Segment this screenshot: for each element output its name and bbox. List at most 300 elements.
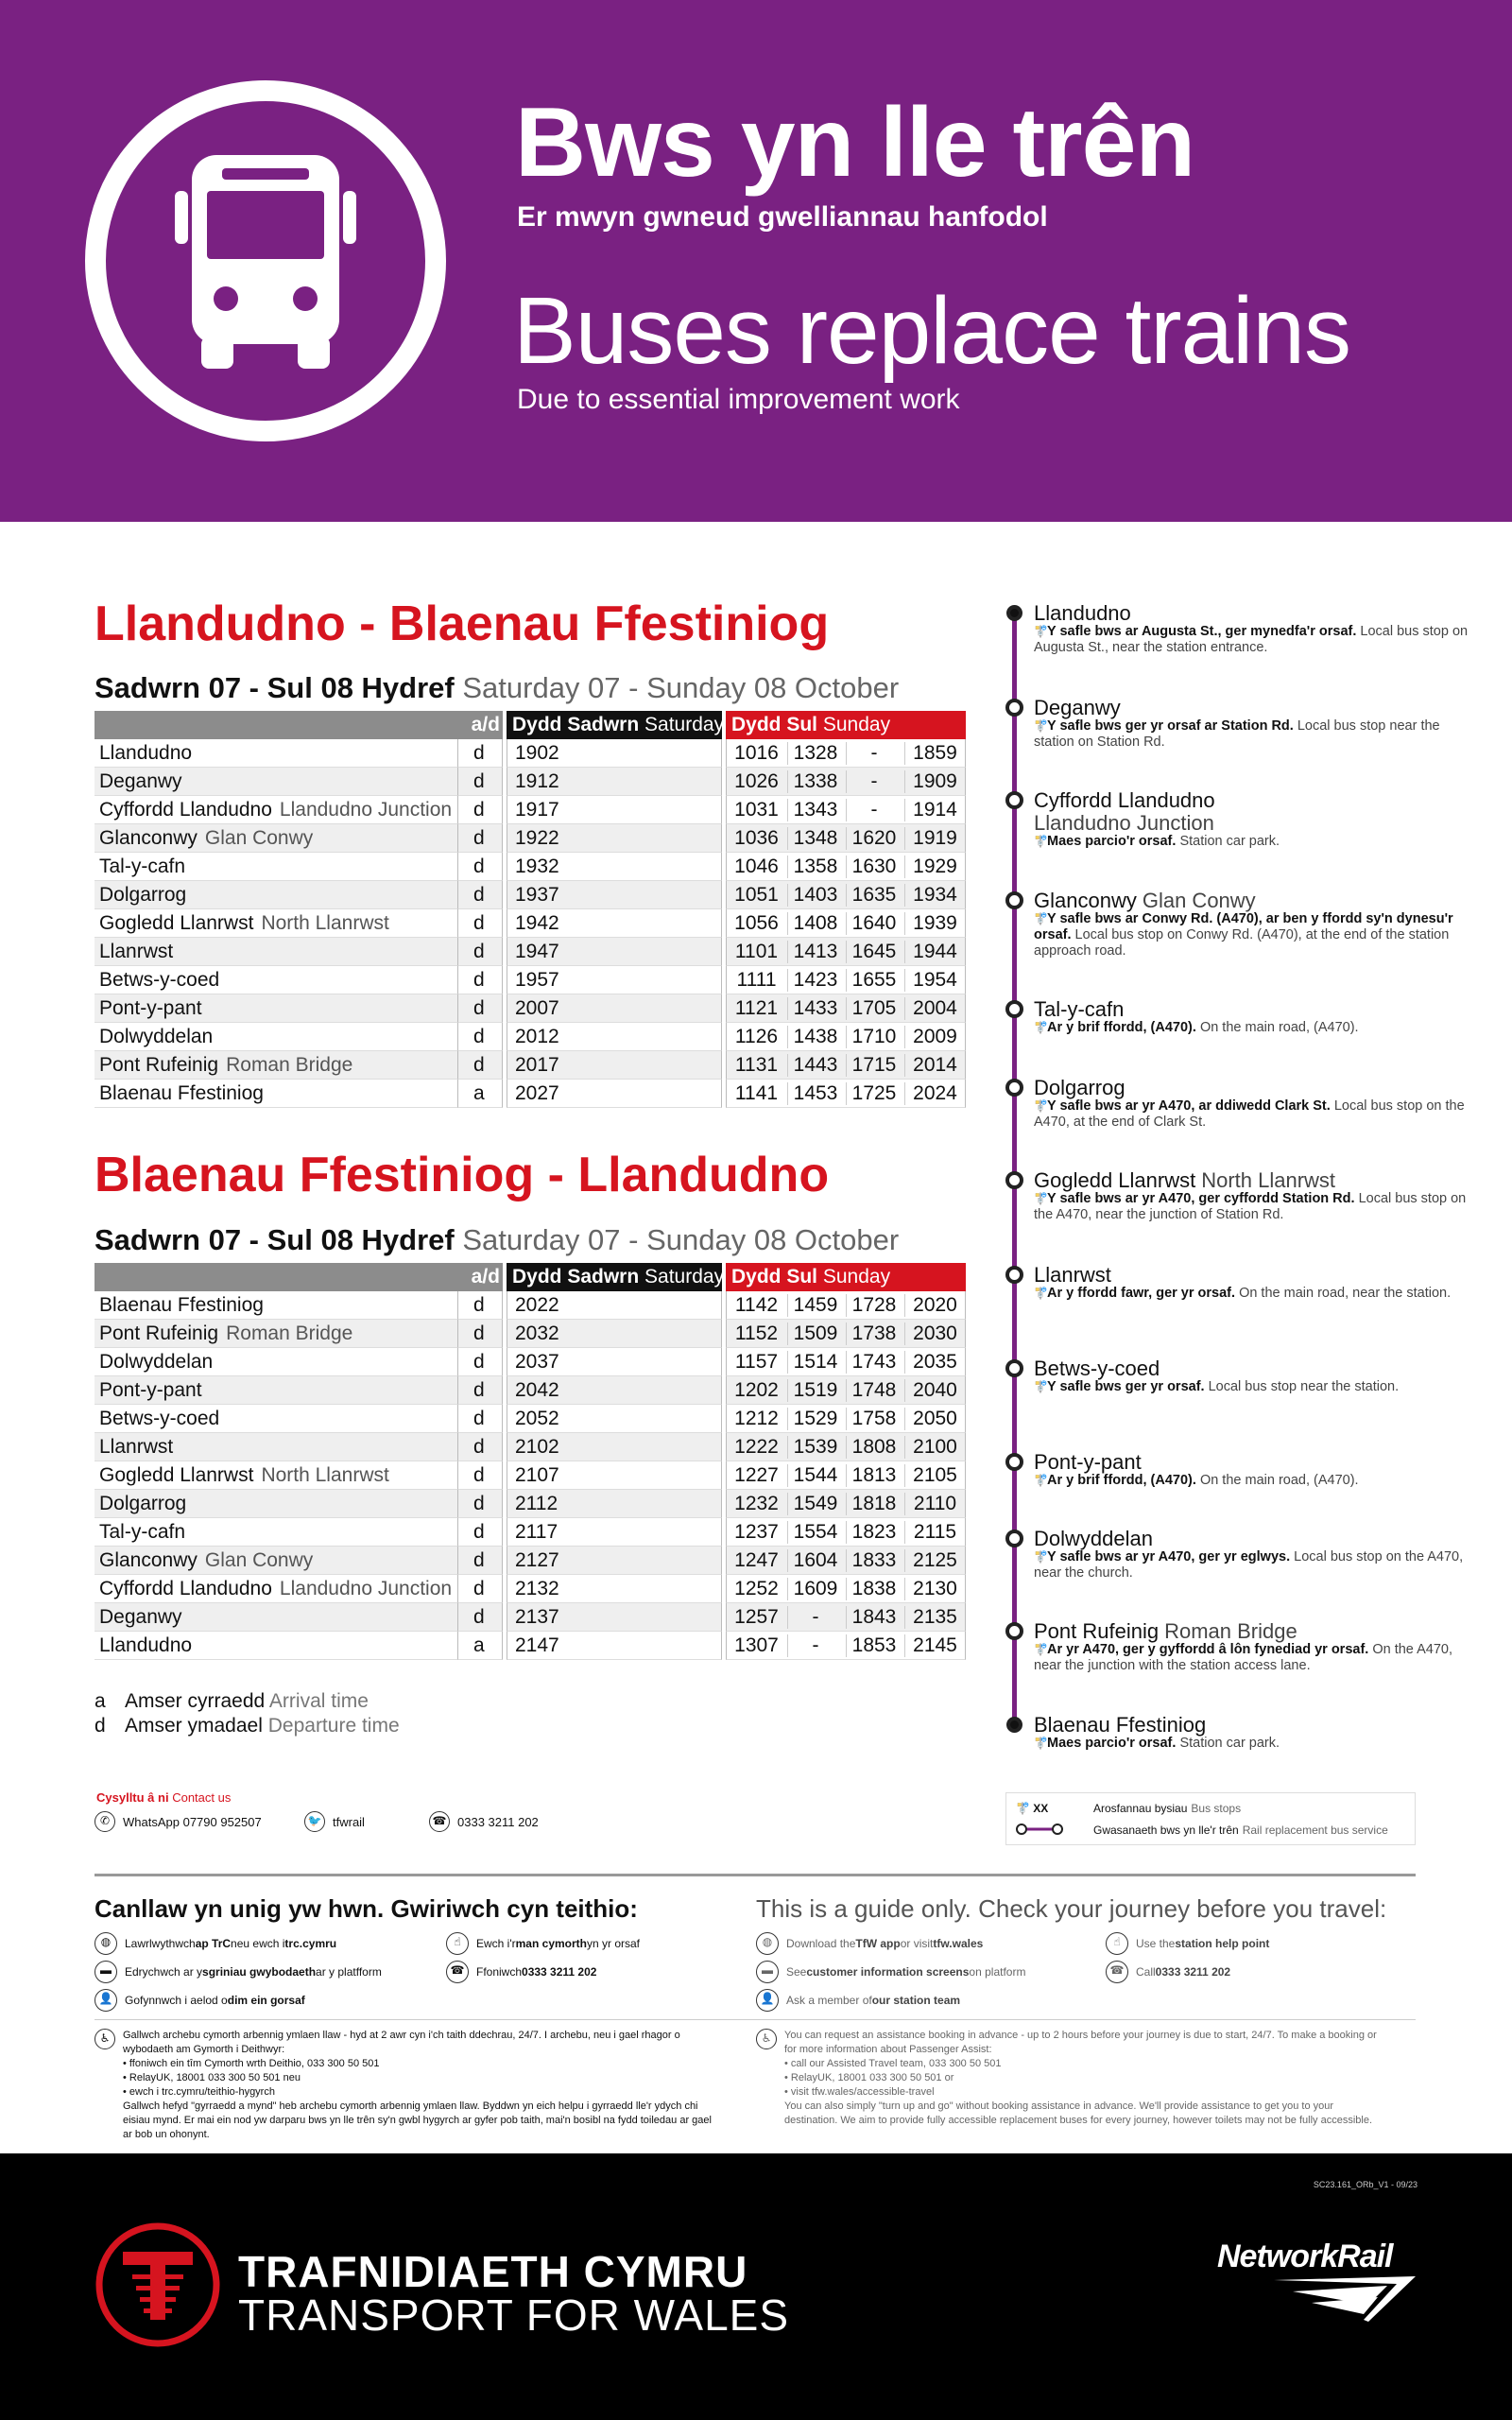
stop-marker (1005, 1266, 1023, 1284)
station-name-english: Glan Conwy (204, 827, 314, 849)
help-point-icon: ☝ (446, 1932, 469, 1955)
stop-description (1034, 1098, 1478, 1131)
sunday-time: 1141 (734, 1082, 779, 1104)
sunday-times (726, 1405, 966, 1433)
globe-icon: ◍ (94, 1932, 117, 1955)
guide-item (1106, 1961, 1230, 1983)
station-name: Pont Rufeinig (99, 1322, 219, 1344)
station-cell (94, 824, 457, 853)
guide-text-bold: station help point (1175, 1937, 1270, 1950)
station-name: Blaenau Ffestiniog (99, 1082, 264, 1104)
stop-description-english: Local bus stop near the station. (1208, 1379, 1400, 1394)
bus-stop-icon: 🚏 (1034, 1021, 1048, 1034)
timetable-header (94, 711, 966, 739)
bus-stop-icon: 🚏 (1034, 1737, 1048, 1750)
sunday-time: 1509 (787, 1322, 843, 1345)
guide-title-welsh: Canllaw yn unig yw hwn. Gwiriwch cyn teithio: (94, 1894, 638, 1923)
ad-cell: d (457, 1461, 503, 1490)
inbound-timetable (94, 1263, 966, 1660)
sunday-times (726, 1080, 966, 1108)
station-cell (94, 768, 457, 796)
sunday-time: 1705 (846, 997, 902, 1020)
stop-description-english: Local bus stop on the A470, at the end of Clark St. (1034, 1098, 1465, 1130)
guide-item (94, 1932, 336, 1955)
phone-icon: ☎ (1106, 1961, 1128, 1983)
table-row (94, 1376, 966, 1405)
sunday-times (726, 909, 966, 938)
sunday-time: 1453 (787, 1082, 843, 1105)
assistance-bullet: • call our Assisted Travel team, 033 300 50 501 (784, 2057, 1380, 2071)
assistance-welsh: ♿ Gallwch archebu cymorth arbennig ymlaen llaw - hyd at 2 awr cyn i'ch taith ddechrau, 24/7. I archebu, neu i gael rhagor o wybodaeth am Gymorth i Deithwyr: • ffoniwch ein tîm Cymorth wrth Deithio, 033 300 50 501 • RelayUK, 18001 033 300 50 501 neu • ewch i trc.cymru/teithio-hygyrch Gallwch hefyd "gyrraedd a mynd" heb archebu cymorth arbennig ymlaen llaw. Byddwn yn eich helpu i gyrraedd lle'r ydych chi eisiau mynd. Er mai ein nod yw darparu bws yn lle trên sy'n gwbl hygyrch ar gyfer pob taith, mai'n bosibl na fydd toiledau ar gael ar bob un ohonynt. (94, 2029, 718, 2142)
station-name: Glanconwy (99, 1549, 198, 1571)
bus-stop-icon: 🚏 (1034, 1474, 1048, 1487)
stop-description-welsh: Ar y brif ffordd, (A470). (1047, 1473, 1196, 1488)
stop-marker (1005, 1622, 1023, 1640)
sunday-time: 1929 (904, 856, 965, 878)
sunday-time: 1813 (846, 1464, 902, 1487)
ad-cell: d (457, 994, 503, 1023)
timetable-body (94, 1291, 966, 1660)
sunday-time: 1046 (734, 856, 779, 877)
inbound-date-welsh: Sadwrn 07 - Sul 08 Hydref (94, 1223, 455, 1256)
station-cell (94, 1632, 457, 1660)
table-row (94, 881, 966, 909)
ad-cell: d (457, 853, 503, 881)
guide-text-bold: trc.cymru (284, 1937, 337, 1950)
sunday-time: 1222 (734, 1436, 779, 1458)
sunday-time: 2024 (904, 1082, 965, 1105)
network-rail-logo (1217, 2238, 1418, 2324)
sunday-time: 1728 (846, 1294, 902, 1317)
guide-text-bold: man cymorth (515, 1937, 587, 1950)
guide-item (446, 1961, 596, 1983)
document-reference: SC23.161_ORb_V1 - 09/23 (1313, 2180, 1418, 2189)
stop-name (1034, 1619, 1297, 1644)
sunday-times (726, 768, 966, 796)
station-name: Blaenau Ffestiniog (99, 1294, 264, 1316)
map-key (1005, 1792, 1416, 1845)
stop-name-welsh: Dolgarrog (1034, 1076, 1125, 1099)
saturday-time: 2037 (507, 1348, 722, 1376)
stop-name (1034, 889, 1256, 913)
sunday-time: 1036 (734, 827, 779, 849)
bus-stop-icon: 🚏 (1034, 1192, 1048, 1205)
station-name: Gogledd Llanrwst (99, 1464, 254, 1486)
saturday-time: 1932 (507, 853, 722, 881)
station-name: Pont Rufeinig (99, 1054, 219, 1076)
sunday-time: 2050 (904, 1408, 965, 1430)
sunday-times (726, 994, 966, 1023)
station-cell (94, 881, 457, 909)
table-row (94, 1461, 966, 1490)
sunday-time: 1833 (846, 1549, 902, 1572)
ad-cell: d (457, 1603, 503, 1632)
twitter-icon: 🐦 (304, 1811, 325, 1832)
sunday-times (726, 1291, 966, 1320)
stop-name-english: Llandudno Junction (1034, 811, 1214, 835)
header-banner (0, 0, 1512, 522)
station-name: Llanrwst (99, 1436, 174, 1458)
station-name: Cyffordd Llandudno (99, 799, 272, 821)
ad-cell: d (457, 1433, 503, 1461)
sunday-time: 2040 (904, 1379, 965, 1402)
saturday-time: 1917 (507, 796, 722, 824)
table-row (94, 853, 966, 881)
stop-name (1034, 1450, 1142, 1475)
sunday-time: 1934 (904, 884, 965, 907)
station-name-english: Glan Conwy (204, 1549, 314, 1571)
table-row (94, 1023, 966, 1051)
table-row (94, 1080, 966, 1108)
title-english: Buses replace trains (513, 278, 1351, 384)
sunday-time: 2014 (904, 1054, 965, 1077)
guide-divider (94, 2019, 1416, 2020)
station-cell (94, 1080, 457, 1108)
ad-cell: d (457, 1547, 503, 1575)
stop-description (1034, 624, 1478, 656)
stop-description (1034, 1286, 1478, 1302)
station-cell (94, 938, 457, 966)
station-cell (94, 1603, 457, 1632)
ad-cell: d (457, 966, 503, 994)
table-row (94, 796, 966, 824)
saturday-time: 2012 (507, 1023, 722, 1051)
sunday-times (726, 824, 966, 853)
table-row (94, 1291, 966, 1320)
stop-name-english: North Llanrwst (1201, 1168, 1336, 1192)
contact-title: Cysylltu â ni Contact us (96, 1790, 232, 1805)
stop-marker (1005, 699, 1023, 717)
sunday-times (726, 1320, 966, 1348)
sunday-time: 1252 (734, 1578, 779, 1599)
station-name-english: Llandudno Junction (279, 1578, 453, 1599)
station-cell (94, 1023, 457, 1051)
sunday-time: 1408 (787, 912, 843, 935)
assistance-bullet: • visit tfw.wales/accessible-travel (784, 2085, 1380, 2100)
ad-cell: d (457, 1291, 503, 1320)
sunday-time: 1202 (734, 1379, 779, 1401)
stop-description-welsh: Maes parcio'r orsaf. (1047, 834, 1177, 849)
stop-description (1034, 911, 1478, 959)
station-cell (94, 909, 457, 938)
guide-text: or visit (900, 1937, 934, 1950)
stop-description-english: On the main road, near the station. (1239, 1286, 1452, 1301)
table-row (94, 768, 966, 796)
stop-description-english: Local bus stop on the A470, near the church. (1034, 1549, 1464, 1581)
guide-text: Ask a member of (786, 1994, 872, 2007)
tfw-name-english: TRANSPORT FOR WALES (238, 2290, 790, 2340)
sunday-time: 1237 (734, 1521, 779, 1543)
table-row (94, 1051, 966, 1080)
phone-contact[interactable]: ☎ 0333 3211 202 (429, 1809, 539, 1834)
stop-description-welsh: Maes parcio'r orsaf. (1047, 1736, 1177, 1751)
sunday-time: 1604 (787, 1549, 843, 1572)
table-row (94, 909, 966, 938)
station-name: Pont-y-pant (99, 997, 202, 1019)
sunday-time: 1056 (734, 912, 779, 934)
bus-stop-icon: 🚏 (1034, 625, 1048, 638)
stop-description-english: Station car park. (1179, 1736, 1280, 1751)
sunday-time: 1818 (846, 1493, 902, 1515)
guide-text-bold: 0333 3211 202 (522, 1965, 597, 1979)
stop-description (1034, 1379, 1478, 1395)
stop-description (1034, 1736, 1478, 1752)
bus-stop-icon: 🚏 (1034, 912, 1048, 925)
sunday-time: - (787, 1606, 843, 1629)
ad-cell: d (457, 1023, 503, 1051)
sunday-time: 1157 (734, 1351, 779, 1373)
section-divider (94, 1874, 1416, 1876)
sunday-times (726, 1348, 966, 1376)
sunday-time: 1544 (787, 1464, 843, 1487)
sunday-time: 1126 (734, 1026, 779, 1047)
guide-text-bold: customer information screens (806, 1965, 970, 1979)
stop-description-welsh: Y safle bws ar yr A470, ar ddiwedd Clark St. (1047, 1098, 1331, 1114)
stop-description-welsh: Ar y brif ffordd, (A470). (1047, 1020, 1196, 1035)
stop-description-english: Local bus stop on Conwy Rd. (A470), at the end of the station approach road. (1034, 927, 1450, 959)
sunday-times (726, 1376, 966, 1405)
station-name: Llanrwst (99, 941, 174, 962)
stop-name (1034, 601, 1131, 626)
guide-text: Edrychwch ar y (125, 1965, 203, 1979)
tfw-name-welsh: TRAFNIDIAETH CYMRU (238, 2247, 748, 2296)
stop-description (1034, 718, 1478, 751)
legend-departure: d Amser ymadael Departure time (94, 1715, 400, 1737)
assistance-bullet: • ewch i trc.cymru/teithio-hygyrch (123, 2085, 718, 2100)
sunday-times (726, 1461, 966, 1490)
sunday-time: 1630 (846, 856, 902, 878)
sunday-time: 1939 (904, 912, 965, 935)
saturday-time: 2027 (507, 1080, 722, 1108)
station-name: Dolwyddelan (99, 1351, 214, 1373)
stop-description-english: On the main road, (A470). (1199, 1473, 1359, 1488)
stop-marker (1005, 891, 1023, 909)
sunday-header: Dydd Sul Sunday (726, 1263, 966, 1291)
sunday-time: 1743 (846, 1351, 902, 1374)
sunday-times (726, 966, 966, 994)
sunday-time: 1031 (734, 799, 779, 821)
guide-text: ar y platfform (316, 1965, 382, 1979)
bus-stop-icon: 🚏 (1034, 1550, 1048, 1564)
station-cell (94, 966, 457, 994)
sunday-times (726, 1433, 966, 1461)
guide-text: Download the (786, 1937, 856, 1950)
sunday-time: - (846, 742, 902, 765)
sunday-time: 1212 (734, 1408, 779, 1429)
sunday-time: 1328 (787, 742, 843, 765)
saturday-time: 2042 (507, 1376, 722, 1405)
ad-cell: d (457, 768, 503, 796)
table-row (94, 1348, 966, 1376)
sunday-time: 2115 (904, 1521, 965, 1544)
station-column-header (94, 1263, 503, 1291)
guide-text-bold: dim ein gorsaf (227, 1994, 305, 2007)
guide-text: Lawrlwythwch (125, 1937, 196, 1950)
sunday-time: 1710 (846, 1026, 902, 1048)
sunday-time: 2009 (904, 1026, 965, 1048)
stop-name-welsh: Llandudno (1034, 601, 1131, 625)
bus-stop-icon: 🚏 (1034, 1287, 1048, 1300)
stop-name (1034, 1076, 1125, 1100)
saturday-time: 2132 (507, 1575, 722, 1603)
sunday-time: - (787, 1634, 843, 1657)
sunday-time: 1338 (787, 770, 843, 793)
bus-stop-icon: 🚏 XX (1016, 1802, 1049, 1815)
stop-name-welsh: Pont-y-pant (1034, 1450, 1142, 1474)
sunday-time: 1443 (787, 1054, 843, 1077)
stop-name-welsh: Cyffordd Llandudno (1034, 788, 1215, 812)
network-rail-wordmark: NetworkRail (1217, 2238, 1393, 2274)
ad-cell: d (457, 909, 503, 938)
stop-name-welsh: Gogledd Llanrwst (1034, 1168, 1196, 1192)
table-row (94, 1575, 966, 1603)
saturday-time: 1922 (507, 824, 722, 853)
stop-name (1034, 1168, 1335, 1193)
saturday-header: Dydd Sadwrn Saturday (507, 1263, 722, 1291)
timetable-body (94, 739, 966, 1108)
station-name: Glanconwy (99, 827, 198, 849)
station-cell (94, 796, 457, 824)
stop-description-welsh: Y safle bws ar yr A470, ger yr eglwys. (1047, 1549, 1291, 1564)
stop-name (1034, 788, 1215, 813)
twitter-contact[interactable]: 🐦 tfwrail (304, 1809, 365, 1834)
guide-text: Use the (1136, 1937, 1176, 1950)
bus-stop-icon: 🚏 (1034, 1099, 1048, 1113)
ad-cell: d (457, 1518, 503, 1547)
ad-cell: d (457, 739, 503, 768)
table-row (94, 1490, 966, 1518)
stop-marker (1005, 1000, 1023, 1018)
sunday-time: 1111 (736, 969, 777, 991)
sunday-time: 2110 (904, 1493, 965, 1515)
stop-name-welsh: Llanrwst (1034, 1263, 1111, 1287)
stop-marker (1006, 1717, 1022, 1733)
outbound-date-english: Saturday 07 - Sunday 08 October (462, 671, 900, 704)
table-row (94, 1433, 966, 1461)
sunday-time: 1459 (787, 1294, 843, 1317)
sunday-times (726, 1575, 966, 1603)
sunday-time: 2020 (904, 1294, 965, 1317)
stop-name (1034, 1357, 1160, 1381)
globe-icon: ◍ (756, 1932, 779, 1955)
station-name: Dolwyddelan (99, 1026, 214, 1047)
station-cell (94, 1291, 457, 1320)
bus-stop-icon: 🚏 (1034, 835, 1048, 848)
guide-item (446, 1932, 640, 1955)
stop-name-welsh: Deganwy (1034, 696, 1121, 719)
table-row (94, 739, 966, 768)
station-cell (94, 1405, 457, 1433)
sunday-time: 1808 (846, 1436, 902, 1459)
station-name-english: Llandudno Junction (279, 799, 453, 821)
assistance-english-list (756, 2057, 1380, 2100)
sunday-time: 1152 (734, 1322, 779, 1344)
sunday-time: 1738 (846, 1322, 902, 1345)
sunday-time: 1655 (846, 969, 902, 992)
saturday-time: 2107 (507, 1461, 722, 1490)
stop-description-english: Local bus stop on the A470, near the junction of Station Rd. (1034, 1191, 1467, 1222)
station-cell (94, 1547, 457, 1575)
saturday-header: Dydd Sadwrn Saturday (507, 711, 722, 739)
accessibility-icon: ♿ (94, 2029, 115, 2049)
station-name: Betws-y-coed (99, 969, 220, 991)
whatsapp-contact[interactable]: ✆ WhatsApp 07790 952507 (94, 1809, 262, 1834)
station-name-english: Roman Bridge (226, 1054, 353, 1076)
inbound-date-english: Saturday 07 - Sunday 08 October (462, 1223, 900, 1256)
sunday-time: 1257 (734, 1606, 779, 1628)
sunday-time: 1438 (787, 1026, 843, 1048)
sunday-time: 1514 (787, 1351, 843, 1374)
sunday-time: 1843 (846, 1606, 902, 1629)
sunday-times (726, 1518, 966, 1547)
guide-item (756, 1989, 960, 2012)
sunday-time: 1635 (846, 884, 902, 907)
station-cell (94, 1348, 457, 1376)
stop-description (1034, 1191, 1478, 1223)
sunday-time: 1343 (787, 799, 843, 821)
saturday-time: 1912 (507, 768, 722, 796)
stop-marker (1005, 1171, 1023, 1189)
station-name: Tal-y-cafn (99, 856, 186, 877)
sunday-time: 1823 (846, 1521, 902, 1544)
screen-icon: ▬ (756, 1961, 779, 1983)
sunday-time: - (846, 770, 902, 793)
sunday-time: 1838 (846, 1578, 902, 1600)
stop-description (1034, 834, 1478, 850)
sunday-time: 1909 (904, 770, 965, 793)
sunday-time: 2035 (904, 1351, 965, 1374)
sunday-time: 1101 (734, 941, 779, 962)
saturday-time: 2102 (507, 1433, 722, 1461)
bus-stop-icon: 🚏 (1034, 719, 1048, 733)
guide-text-bold: sgriniau gwybodaeth (202, 1965, 317, 1979)
inbound-date (94, 1223, 899, 1257)
stop-description (1034, 1642, 1478, 1674)
sunday-times (726, 1023, 966, 1051)
bus-icon (85, 80, 446, 441)
ad-cell: d (457, 1320, 503, 1348)
sunday-time: 1227 (734, 1464, 779, 1486)
sunday-times (726, 1632, 966, 1660)
saturday-time: 1902 (507, 739, 722, 768)
sunday-times (726, 1603, 966, 1632)
sunday-time: 1914 (904, 799, 965, 821)
sunday-time: 1539 (787, 1436, 843, 1459)
saturday-time: 2127 (507, 1547, 722, 1575)
sunday-time: 2125 (904, 1549, 965, 1572)
saturday-time: 2017 (507, 1051, 722, 1080)
sunday-time: 2105 (904, 1464, 965, 1487)
sunday-time: 2145 (904, 1634, 965, 1657)
footer (0, 2153, 1512, 2420)
sunday-times (726, 938, 966, 966)
sunday-time: 1725 (846, 1082, 902, 1105)
outbound-timetable (94, 711, 966, 1108)
person-icon: 👤 (756, 1989, 779, 2012)
station-cell (94, 1376, 457, 1405)
station-name-english: North Llanrwst (261, 1464, 389, 1486)
sunday-time: 1549 (787, 1493, 843, 1515)
saturday-time: 2147 (507, 1632, 722, 1660)
guide-text: Ewch i'r (476, 1937, 516, 1950)
sunday-time: 1609 (787, 1578, 843, 1600)
title-welsh: Bws yn lle trên (515, 88, 1194, 198)
sunday-time: 1403 (787, 884, 843, 907)
station-name: Deganwy (99, 1606, 182, 1628)
guide-text: Gofynnwch i aelod o (125, 1994, 228, 2007)
key-replacement-service: Gwasanaeth bws yn lle'r trên Rail replacement bus service (1016, 1820, 1388, 1841)
saturday-time: 1937 (507, 881, 722, 909)
